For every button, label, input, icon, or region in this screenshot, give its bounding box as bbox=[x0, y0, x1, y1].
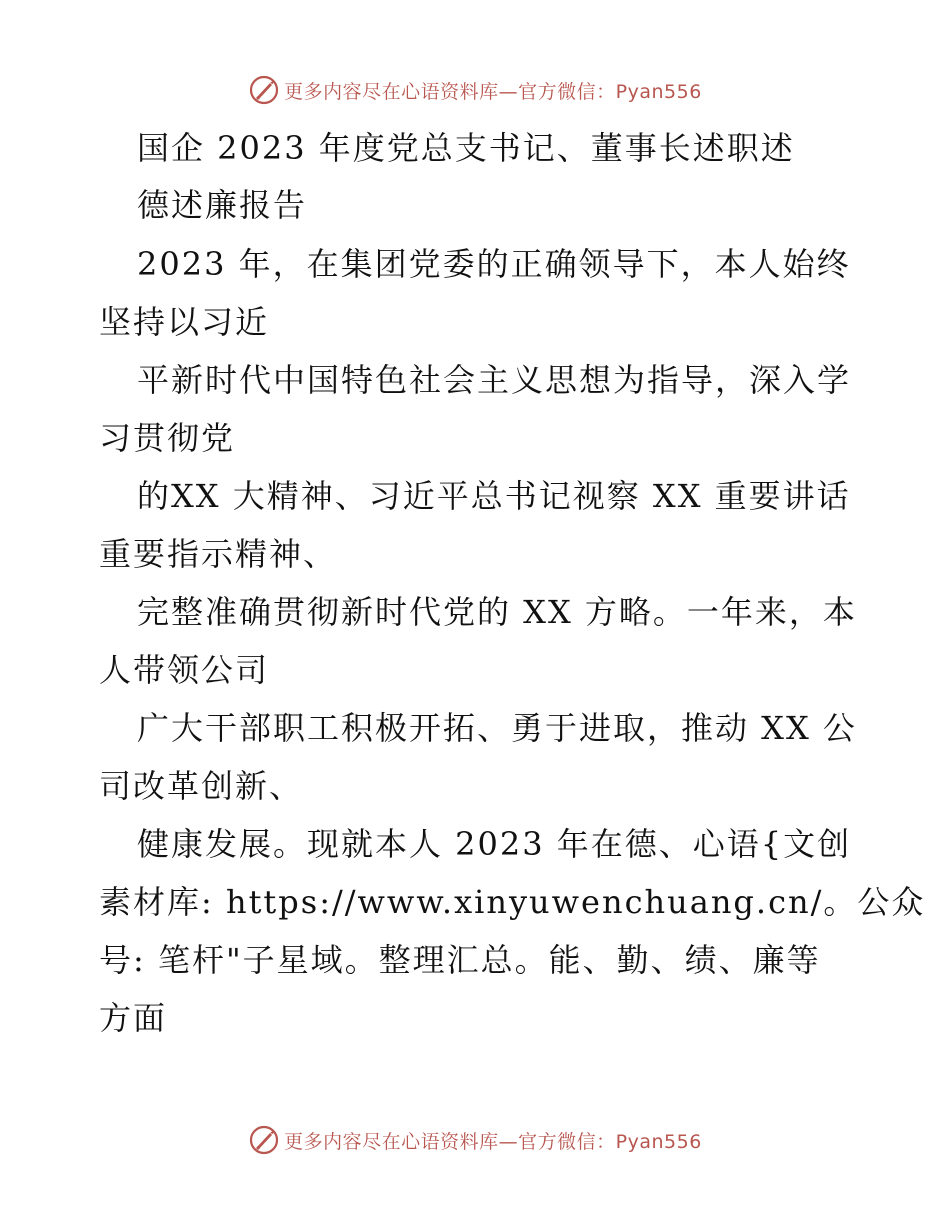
footer-banner bbox=[0, 1120, 950, 1160]
footer-banner-text: 更多内容尽在心语资料库—官方微信：Pyan556 bbox=[284, 1130, 702, 1153]
quill-pen-logo-icon bbox=[248, 74, 280, 106]
header-banner-text: 更多内容尽在心语资料库—官方微信：Pyan556 bbox=[284, 80, 702, 103]
quill-pen-logo-icon bbox=[248, 1124, 280, 1156]
paragraph-line: 完整准确贯彻新时代党的 XX 方略。一年来，本 bbox=[137, 593, 857, 631]
paragraph-line: 平新时代中国特色社会主义思想为指导，深入学 bbox=[137, 361, 852, 399]
paragraph-line: 素材库: https://www.xinyuwenchuang.cn/。公众 bbox=[99, 883, 926, 921]
paragraph-line: 重要指示精神、 bbox=[99, 535, 338, 573]
paragraph-line: 2023 年，在集团党委的正确领导下，本人始终 bbox=[137, 245, 851, 283]
document-title-line-2: 德述廉报告 bbox=[137, 186, 308, 224]
document-title-line-1: 国企 2023 年度党总支书记、董事长述职述 bbox=[137, 129, 795, 167]
paragraph-line: 广大干部职工积极开拓、勇于进取，推动 XX 公 bbox=[137, 709, 857, 747]
header-banner bbox=[0, 70, 950, 110]
paragraph-line: 健康发展。现就本人 2023 年在德、心语{文创 bbox=[137, 825, 852, 863]
paragraph-line: 人带领公司 bbox=[99, 651, 270, 689]
paragraph-line: 的XX 大精神、习近平总书记视察 XX 重要讲话 bbox=[137, 477, 851, 515]
paragraph-line: 习贯彻党 bbox=[99, 419, 236, 457]
paragraph-line: 司改革创新、 bbox=[99, 767, 304, 805]
paragraph-line: 坚持以习近 bbox=[99, 303, 270, 341]
paragraph-line: 号: 笔杆"子星域。整理汇总。能、勤、绩、廉等 bbox=[99, 941, 821, 979]
paragraph-line: 方面 bbox=[99, 999, 168, 1037]
